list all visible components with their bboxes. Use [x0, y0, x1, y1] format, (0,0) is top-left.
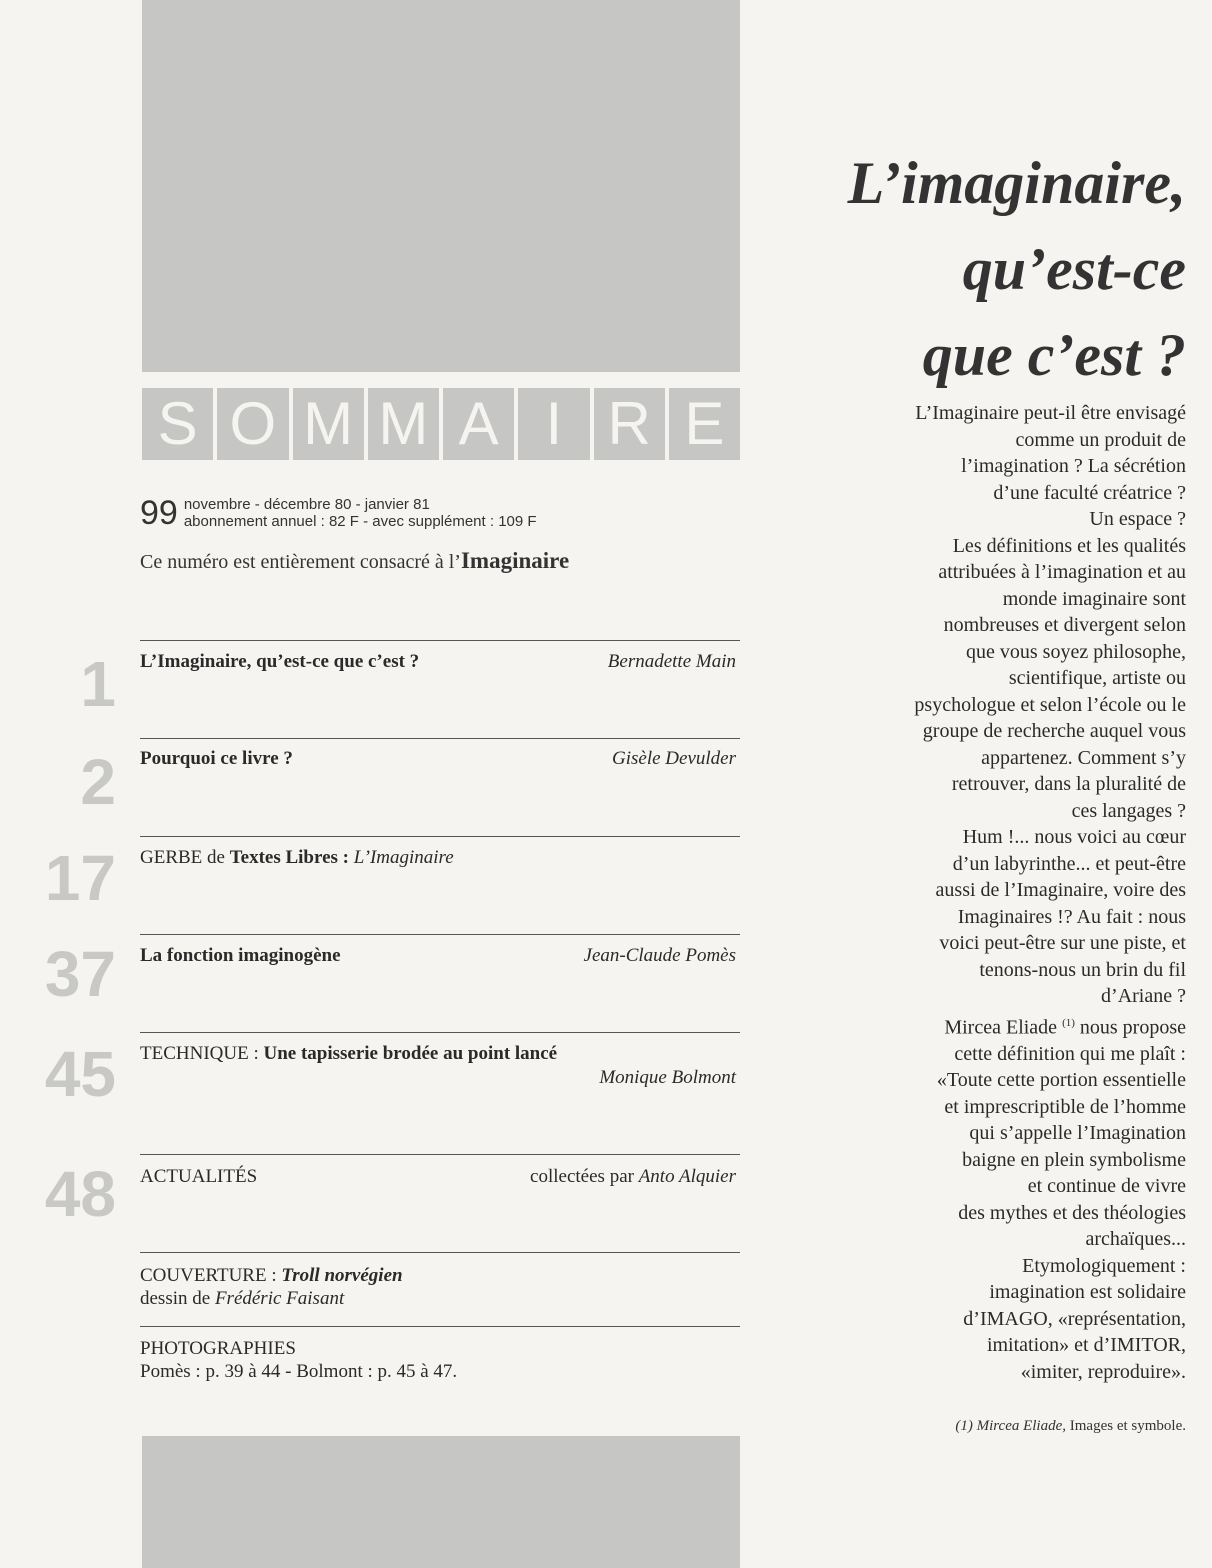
- footnote-marker: (1): [1062, 1016, 1075, 1029]
- footnote-author: Mircea Eliade,: [976, 1418, 1067, 1434]
- entry-page-number: 45: [44, 1038, 116, 1110]
- divider: [140, 934, 740, 935]
- eliade-b: nous propose: [1074, 1016, 1186, 1039]
- body-line: d’une faculté créatrice ?: [993, 481, 1186, 504]
- body-line: voici peut-être sur une piste, et: [939, 932, 1186, 954]
- body-line: «imiter, reproduire».: [1020, 1360, 1186, 1383]
- article-title: [666, 140, 1186, 398]
- body-line: attribuées à l’imagination et au: [938, 561, 1186, 583]
- divider: [140, 1252, 740, 1253]
- sommaire-letter: R: [594, 388, 665, 460]
- entry-title: Pourquoi ce livre ?: [140, 748, 293, 769]
- body-line: monde imaginaire sont: [1002, 587, 1186, 610]
- sommaire-letter: O: [217, 388, 288, 460]
- body-line: retrouver, dans la pluralité de: [951, 773, 1186, 795]
- body-line: groupe de recherche auquel vous: [922, 720, 1186, 742]
- cover-artist: Frédéric Faisant: [214, 1288, 345, 1309]
- entry-by: collectées par: [530, 1166, 639, 1187]
- body-line: psychologue et selon l’école ou le: [914, 693, 1186, 716]
- body-line: Un espace ?: [1089, 508, 1186, 530]
- entry-author: [530, 1166, 736, 1188]
- entry-page-number: 48: [44, 1158, 116, 1230]
- issue-info: [140, 496, 537, 530]
- sommaire-letter: A: [443, 388, 514, 460]
- photo-text: Pomès : p. 39 à 44 - Bolmont : p. 45 à 47.: [140, 1361, 458, 1382]
- body-line: aussi de l’Imaginaire, voire des: [935, 879, 1186, 901]
- footnote-work: Images et symbole.: [1069, 1418, 1186, 1434]
- body-line: scientifique, artiste ou: [1008, 667, 1186, 689]
- article-title-line: L’imaginaire,: [847, 150, 1186, 216]
- body-line: Les définitions et les qualités: [952, 534, 1186, 557]
- entry-page-number: 1: [80, 648, 116, 720]
- body-line: L’Imaginaire peut-il être envisagé: [915, 402, 1186, 424]
- photo-label: PHOTOGRAPHIES: [140, 1338, 296, 1359]
- photo-credit: [140, 1337, 457, 1383]
- body-line: d’Ariane ?: [1101, 985, 1186, 1007]
- article-body: [746, 400, 1186, 1385]
- entry-prefix: GERBE de: [140, 847, 230, 868]
- entry-title-bold: Textes Libres :: [229, 847, 349, 868]
- entry-title: [140, 847, 454, 869]
- body-line: d’IMAGO, «représentation,: [963, 1307, 1186, 1330]
- article-title-line: que c’est ?: [922, 322, 1186, 388]
- sommaire-letter: I: [518, 388, 589, 460]
- body-line: archaïques...: [1085, 1228, 1186, 1251]
- entry-author: Jean-Claude Pomès: [583, 945, 736, 966]
- entry-subtitle: L’Imaginaire: [353, 847, 454, 868]
- divider: [140, 738, 740, 739]
- divider: [140, 1326, 740, 1327]
- entry-author: Gisèle Devulder: [612, 748, 736, 769]
- divider: [140, 836, 740, 837]
- entry-prefix: TECHNIQUE :: [140, 1043, 264, 1064]
- cover-credit: [140, 1264, 403, 1310]
- body-line: imitation» et d’IMITOR,: [986, 1334, 1186, 1357]
- sommaire-letter: E: [669, 388, 740, 460]
- entry-title: L’Imaginaire, qu’est-ce que c’est ?: [140, 651, 420, 672]
- body-line-eliade: [746, 1010, 1186, 1041]
- body-line: Etymologiquement :: [1022, 1254, 1186, 1277]
- cover-label: COUVERTURE :: [140, 1265, 282, 1286]
- sommaire-letter: S: [142, 388, 213, 460]
- sommaire-letter: M: [293, 388, 364, 460]
- entry-title-bold: Une tapisserie brodée au point lancé: [263, 1043, 558, 1064]
- body-line: imagination est solidaire: [989, 1281, 1186, 1304]
- body-line: et continue de vivre: [1027, 1175, 1186, 1198]
- entry-title: [140, 1043, 557, 1065]
- sommaire-letter: M: [368, 388, 439, 460]
- entry-author: Bernadette Main: [607, 651, 736, 672]
- body-line: d’un labyrinthe... et peut-être: [952, 852, 1186, 875]
- divider: [140, 1032, 740, 1033]
- dedication: [140, 548, 736, 574]
- issue-dates: novembre - décembre 80 - janvier 81: [183, 496, 430, 513]
- top-gray-block: [142, 0, 740, 372]
- body-line: tenons-nous un brin du fil: [979, 958, 1186, 981]
- entry-title: La fonction imaginogène: [140, 945, 341, 966]
- entry-page-number: 17: [44, 842, 116, 914]
- divider: [140, 640, 740, 641]
- article-title-line: qu’est-ce: [962, 236, 1186, 302]
- footnote: [955, 1418, 1186, 1435]
- body-line: Hum !... nous voici au cœur: [962, 826, 1186, 848]
- bottom-gray-block: [142, 1436, 740, 1568]
- entry-page-number: 2: [80, 746, 116, 818]
- body-line: Imaginaires !? Au fait : nous: [957, 905, 1186, 928]
- body-line: des mythes et des théologies: [958, 1201, 1186, 1224]
- footnote-ref: (1): [955, 1418, 973, 1434]
- body-line: cette définition qui me plaît :: [954, 1042, 1186, 1065]
- body-line: et imprescriptible de l’homme: [944, 1095, 1186, 1118]
- sommaire-heading: [142, 388, 740, 460]
- body-line: «Toute cette portion essentielle: [936, 1069, 1186, 1092]
- body-line: l’imagination ? La sécrétion: [961, 455, 1186, 477]
- entry-author: Monique Bolmont: [599, 1067, 736, 1088]
- body-line: appartenez. Comment s’y: [981, 746, 1186, 769]
- body-line: ces langages ?: [1071, 799, 1186, 822]
- issue-number: 99: [140, 494, 178, 532]
- issue-subscription: abonnement annuel : 82 F - avec supplément : 109 F: [183, 513, 537, 530]
- cover-title: Troll norvégien: [281, 1265, 403, 1286]
- body-line: nombreuses et divergent selon: [943, 614, 1186, 636]
- body-line: que vous soyez philosophe,: [966, 640, 1186, 663]
- body-line: baigne en plein symbolisme: [962, 1148, 1186, 1171]
- eliade-a: Mircea Eliade: [944, 1016, 1063, 1039]
- entry-title: ACTUALITÉS: [140, 1166, 258, 1187]
- dedication-text: Ce numéro est entièrement consacré à l’: [140, 551, 461, 573]
- entry-page-number: 37: [44, 938, 116, 1010]
- entry-author-name: Anto Alquier: [638, 1166, 736, 1187]
- dedication-emphasis: Imaginaire: [460, 548, 570, 573]
- cover-by: dessin de: [140, 1288, 215, 1309]
- body-line: qui s’appelle l’Imagination: [969, 1122, 1186, 1145]
- body-line: comme un produit de: [1015, 428, 1186, 451]
- divider: [140, 1154, 740, 1155]
